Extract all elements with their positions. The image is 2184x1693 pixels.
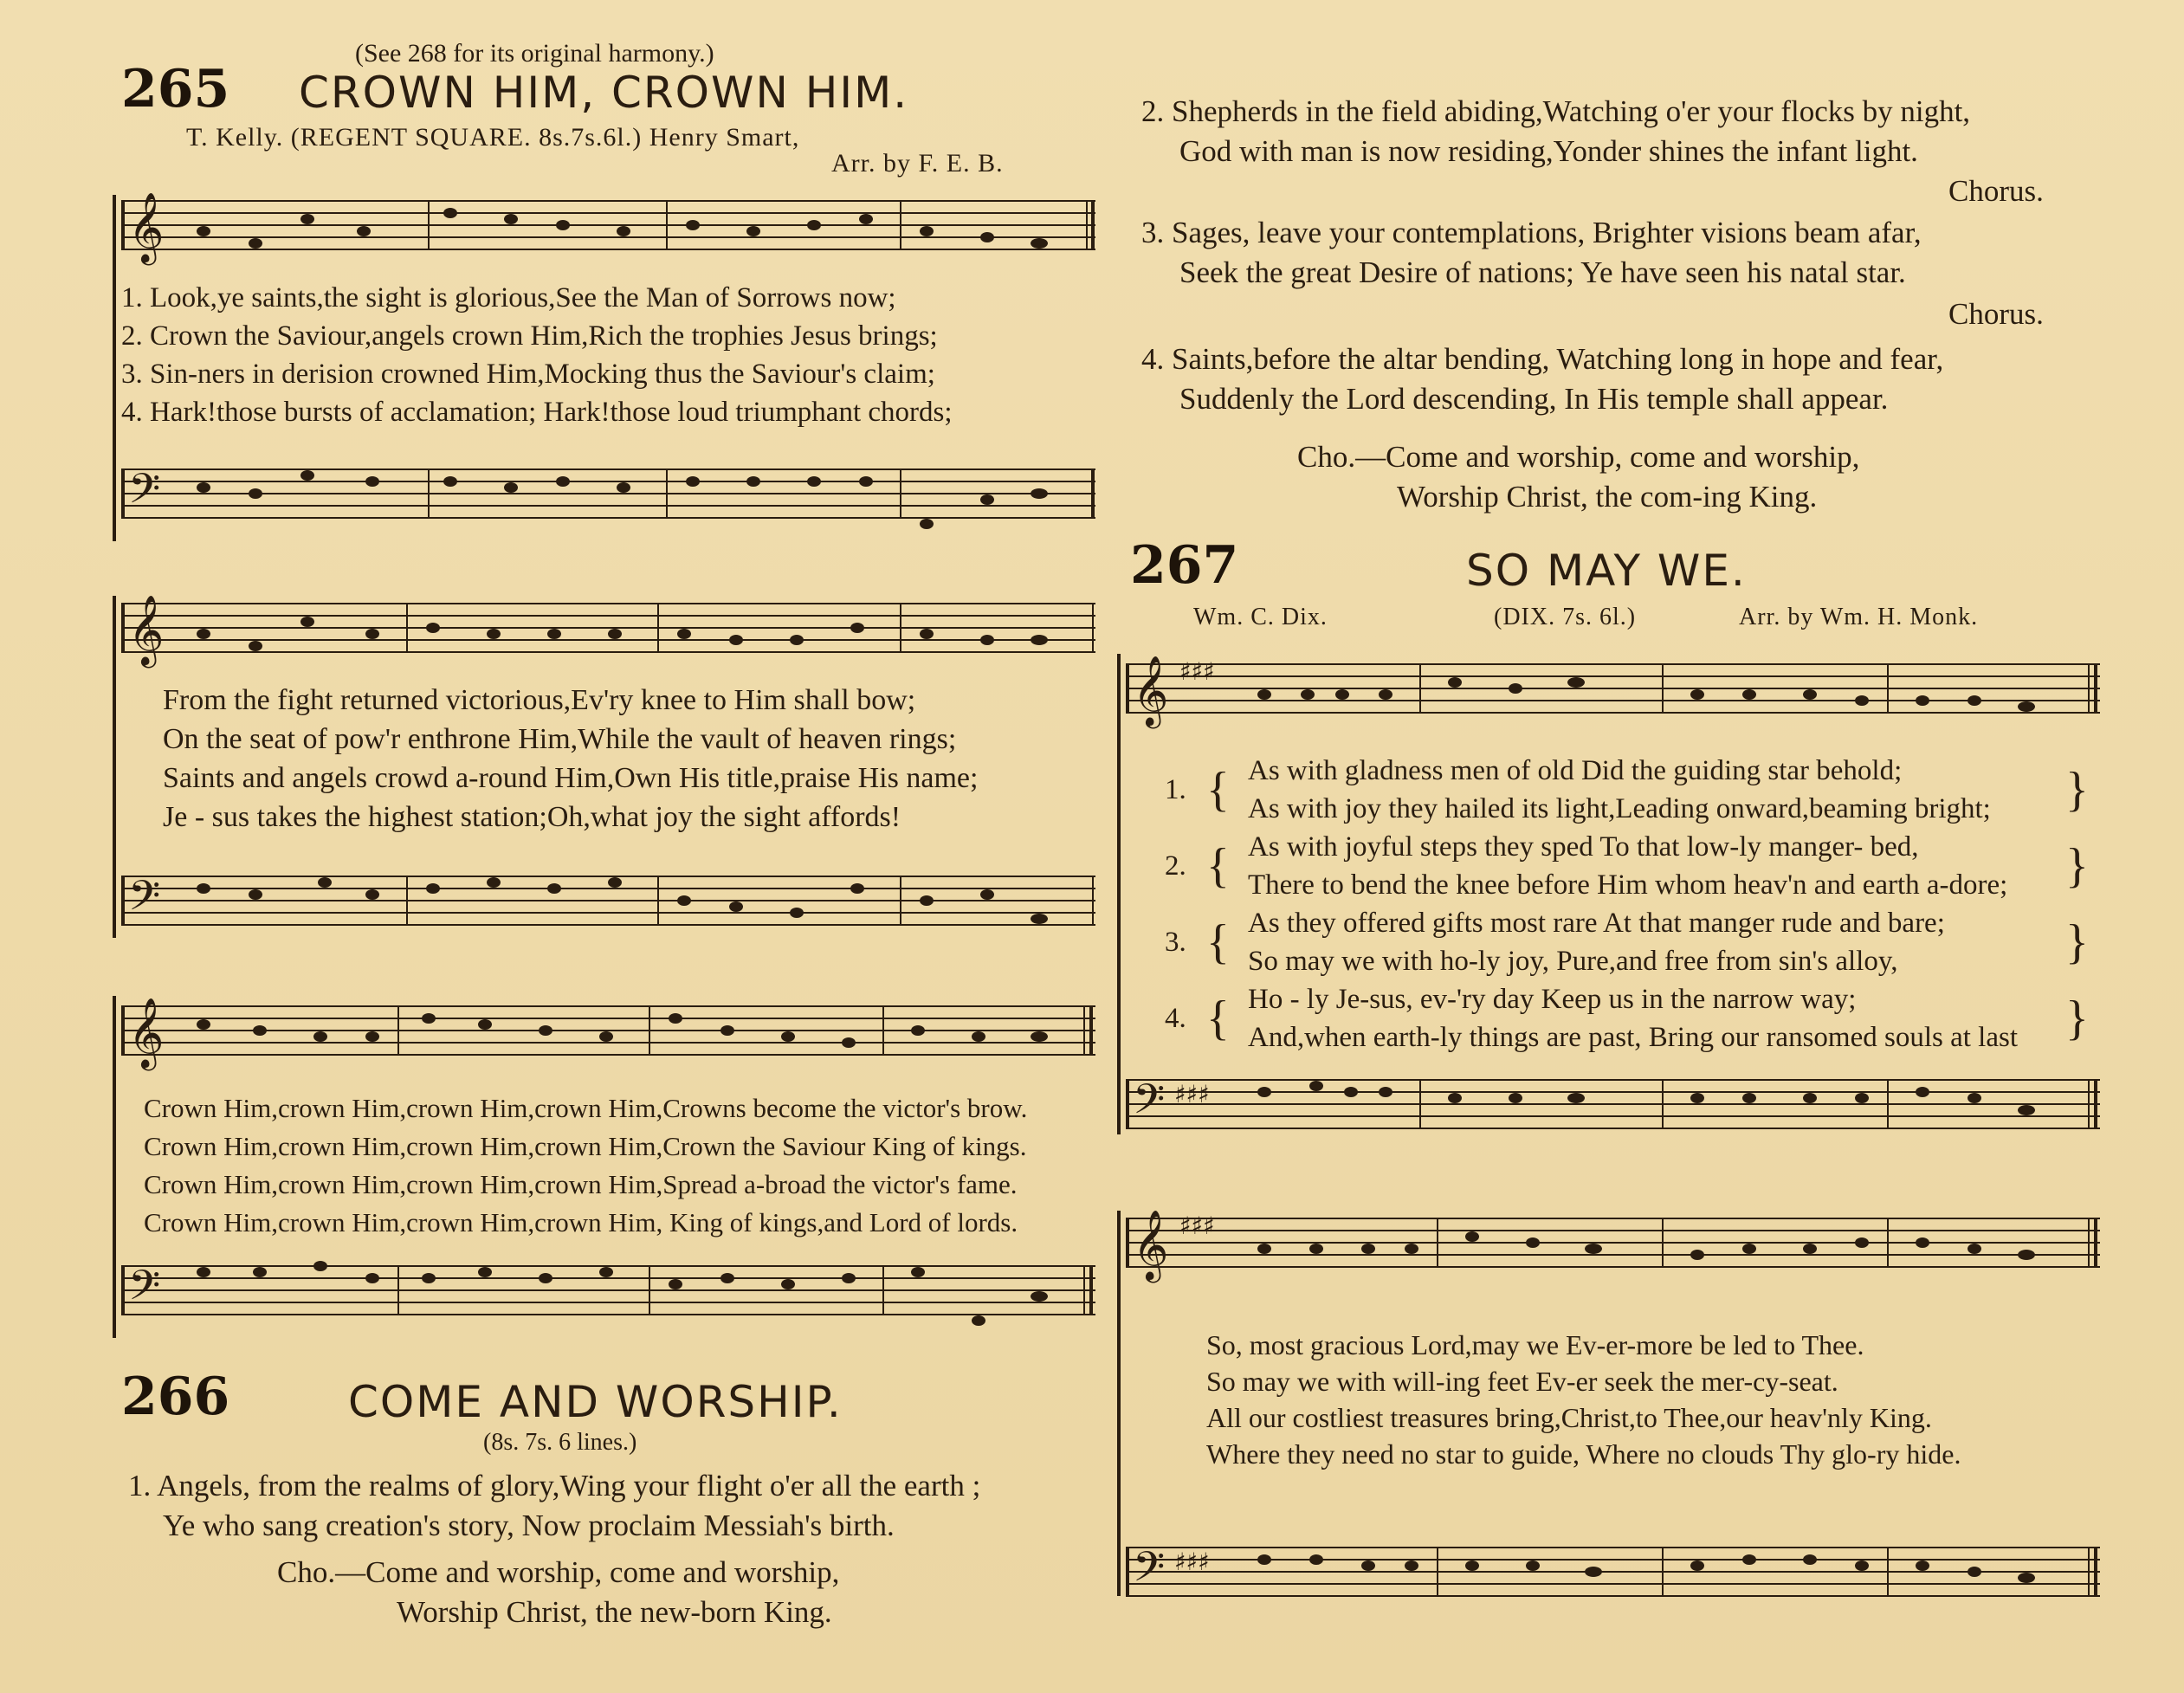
music-staff [121, 1247, 1100, 1334]
svg-text:♯♯♯: ♯♯♯ [1174, 1080, 1210, 1108]
svg-text:𝄢: 𝄢 [128, 464, 161, 523]
music-staff [121, 585, 1100, 671]
lyric-line: Cho.—Come and worship, come and worship, [1297, 440, 1860, 474]
hymn-meter-266: (8s. 7s. 6 lines.) [483, 1429, 637, 1456]
lyric-line: 2. Crown the Saviour,angels crown Him,Rich the trophies Jesus brings; [121, 320, 938, 352]
verse-lines-265a [121, 279, 953, 431]
system-brace-line [113, 996, 116, 1338]
svg-text:𝄢: 𝄢 [1133, 1075, 1166, 1134]
music-staff [121, 857, 1100, 944]
system-brace-line [113, 195, 116, 541]
lyric-line: 1. Look,ye saints,the sight is glorious,See the Man of Sorrows now; [121, 282, 896, 313]
lyric-line: As with gladness men of old Did the guiding star behold; [1248, 755, 1903, 786]
lyric-line: Worship Christ, the new-born King. [397, 1595, 832, 1629]
lyric-line: On the seat of pow'r enthrone Him,While the vault of heaven rings; [163, 723, 957, 755]
svg-text:♯♯♯: ♯♯♯ [1174, 1548, 1210, 1576]
lyric-line: Crown Him,crown Him,crown Him,crown Him,Spread a-broad the victor's fame. [144, 1169, 1018, 1199]
svg-text:𝄞: 𝄞 [1133, 1209, 1169, 1280]
harmony-note: (See 268 for its original harmony.) [355, 39, 714, 68]
chorus-label: Chorus. [1948, 174, 2044, 208]
verse-1-266 [128, 1466, 980, 1546]
hymn-title-267: SO MAY WE. [1466, 546, 1747, 596]
system-brace-line [1117, 654, 1121, 1134]
chorus-266b [1297, 437, 1859, 517]
music-staff [1126, 1199, 2104, 1286]
verse-2-266 [1141, 92, 1970, 171]
stanza-number: 1. [1165, 774, 1186, 805]
verse-lines-265b [163, 681, 978, 837]
hymn-arranger-267: Arr. by Wm. H. Monk. [1739, 604, 1979, 630]
lyric-line: As with joy they hailed its light,Leading onward,beaming bright; [1248, 793, 1991, 824]
lyric-line: There to bend the knee before Him whom heav'n and earth a-dore; [1248, 869, 2008, 901]
chorus-266 [277, 1553, 839, 1632]
brace-left: { [1206, 839, 1230, 893]
svg-text:𝄢: 𝄢 [128, 1261, 161, 1320]
hymn-number-266: 266 [121, 1367, 230, 1427]
music-staff [1126, 1528, 2104, 1615]
verse-4-266 [1141, 339, 1943, 419]
svg-text:𝄢: 𝄢 [128, 871, 161, 930]
lyric-line: Saints and angels crowd a-round Him,Own His title,praise His name; [163, 762, 979, 794]
lyric-line: All our costliest treasures bring,Christ,to Thee,our heav'nly King. [1206, 1402, 1932, 1433]
lyric-line: As with joyful steps they sped To that low-ly manger- bed, [1248, 831, 1919, 863]
stanza-number: 3. [1165, 927, 1186, 958]
svg-text:𝄞: 𝄞 [128, 594, 165, 665]
brace-left: { [1206, 915, 1230, 969]
svg-text:𝄢: 𝄢 [1133, 1542, 1166, 1601]
lyric-line: Worship Christ, the com-ing King. [1397, 480, 1818, 514]
chorus-label: Chorus. [1948, 297, 2044, 331]
hymn-meter-267: (DIX. 7s. 6l.) [1494, 604, 1637, 630]
verse-3-266 [1141, 213, 1922, 293]
music-staff [121, 450, 1100, 537]
lyric-line: Seek the great Desire of nations; Ye have seen his natal star. [1179, 255, 1906, 289]
brace-right: } [2065, 839, 2089, 893]
lyric-line: Crown Him,crown Him,crown Him,crown Him,Crown the Saviour King of kings. [144, 1131, 1027, 1161]
system-brace-line [1117, 1211, 1121, 1596]
lyric-line: Cho.—Come and worship, come and worship, [277, 1555, 840, 1589]
brace-right: } [2065, 763, 2089, 817]
lyric-line: Ye who sang creation's story, Now proclaim Messiah's birth. [163, 1509, 895, 1542]
svg-text:𝄞: 𝄞 [128, 997, 165, 1068]
svg-text:𝄞: 𝄞 [128, 191, 165, 262]
hymn-credits-265: T. Kelly. (REGENT SQUARE. 8s.7s.6l.) Henry Smart, [186, 123, 800, 152]
hymn-number-267: 267 [1130, 535, 1239, 596]
svg-text:♯♯♯: ♯♯♯ [1179, 657, 1215, 686]
lyric-line: 1. Angels, from the realms of glory,Wing your flight o'er all the earth ; [128, 1469, 981, 1502]
brace-left: { [1206, 763, 1230, 817]
lyric-line: Crown Him,crown Him,crown Him,crown Him, King of kings,and Lord of lords. [144, 1207, 1018, 1237]
chorus-lines-265 [144, 1089, 1027, 1242]
refrain-267 [1206, 1327, 1961, 1472]
brace-left: { [1206, 992, 1230, 1045]
hymn-title-265: CROWN HIM, CROWN HIM. [299, 68, 909, 118]
lyric-line: As they offered gifts most rare At that manger rude and bare; [1248, 908, 1945, 939]
lyric-line: So may we with ho-ly joy, Pure,and free from sin's alloy, [1248, 946, 1898, 977]
hymn-arranger-265: Arr. by F. E. B. [831, 149, 1004, 178]
hymn-author-267: Wm. C. Dix. [1193, 604, 1328, 630]
lyric-line: Ho - ly Je-sus, ev-'ry day Keep us in the narrow way; [1248, 984, 1857, 1015]
music-staff [1126, 1061, 2104, 1147]
lyric-line: So may we with will-ing feet Ev-er seek the mer-cy-seat. [1206, 1366, 1838, 1397]
lyric-line: Crown Him,crown Him,crown Him,crown Him,Crowns become the victor's brow. [144, 1093, 1028, 1123]
stanza-number: 2. [1165, 850, 1186, 882]
music-staff [121, 182, 1100, 268]
lyric-line: Where they need no star to guide, Where no clouds Thy glo-ry hide. [1206, 1438, 1961, 1470]
lyric-line: So, most gracious Lord,may we Ev-er-more be led to Thee. [1206, 1329, 1864, 1360]
system-brace-line [113, 596, 116, 938]
svg-text:♯♯♯: ♯♯♯ [1179, 1212, 1215, 1240]
lyric-line: From the fight returned victorious,Ev'ry knee to Him shall bow; [163, 684, 916, 716]
music-staff [1126, 645, 2104, 732]
lyric-line: 3. Sages, leave your contemplations, Brighter visions beam afar, [1141, 216, 1922, 249]
lyric-line: 2. Shepherds in the field abiding,Watching o'er your flocks by night, [1141, 94, 1971, 128]
lyric-line: Je - sus takes the highest station;Oh,what joy the sight affords! [163, 801, 901, 833]
music-staff [121, 987, 1100, 1074]
lyric-line: Suddenly the Lord descending, In His temple shall appear. [1179, 382, 1889, 416]
svg-text:𝄞: 𝄞 [1133, 655, 1169, 726]
brace-right: } [2065, 915, 2089, 969]
brace-right: } [2065, 992, 2089, 1045]
lyric-line: 4. Saints,before the altar bending, Watching long in hope and fear, [1141, 342, 1944, 376]
hymn-title-266: COME AND WORSHIP. [348, 1377, 843, 1427]
lyric-line: 4. Hark!those bursts of acclamation; Hark!those loud triumphant chords; [121, 397, 953, 428]
lyric-line: And,when earth-ly things are past, Bring our ransomed souls at last [1248, 1022, 2018, 1053]
stanza-number: 4. [1165, 1003, 1186, 1034]
lyric-line: 3. Sin-ners in derision crowned Him,Mocking thus the Saviour's claim; [121, 359, 935, 390]
lyric-line: God with man is now residing,Yonder shines the infant light. [1179, 134, 1918, 168]
hymn-number-265: 265 [121, 59, 230, 120]
